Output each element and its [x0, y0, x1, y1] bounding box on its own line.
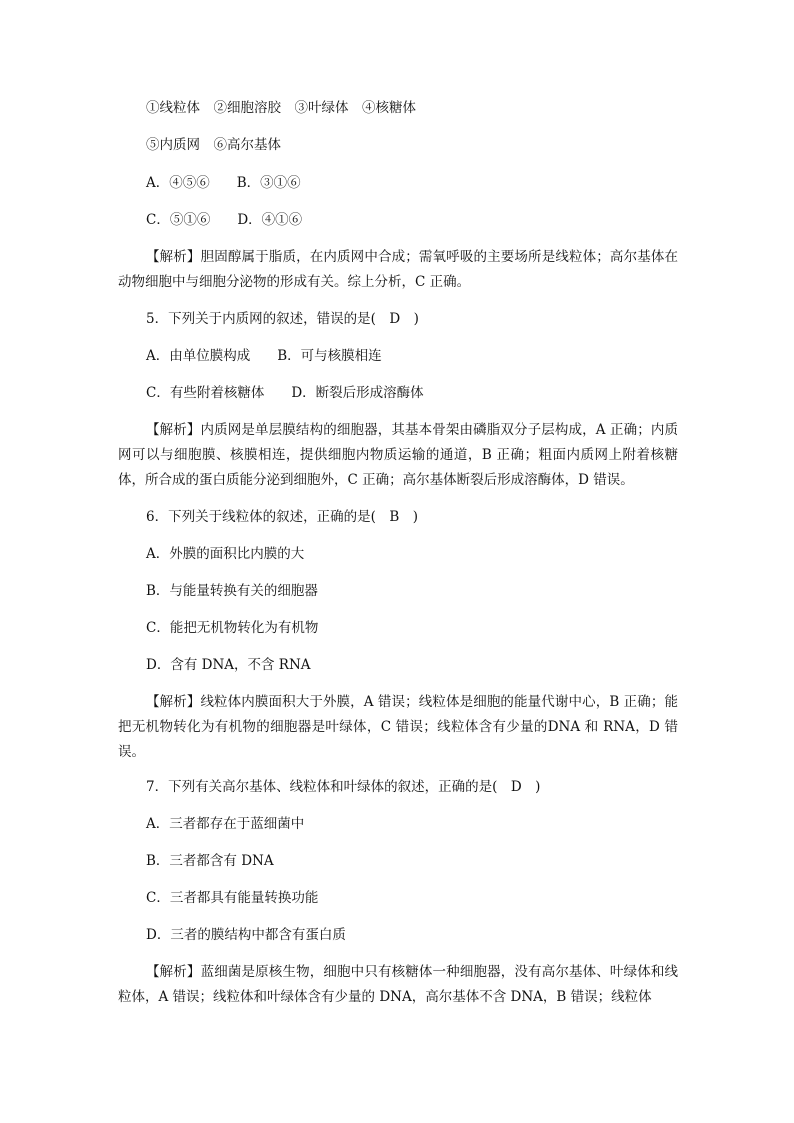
q6-stem: 6．下列关于线粒体的叙述，正确的是( B ): [146, 509, 419, 525]
q5-choices-ab: A．由单位膜构成 B．可与核膜相连: [146, 348, 382, 364]
q6-analysis: 【解析】线粒体内膜面积大于外膜，A 错误；线粒体是细胞的能量代谢中心，B 正确；能把无机物转化为有机物的细胞器是叶绿体，C 错误；线粒体含有少量的DNA 和 RNA，D 错误。: [118, 694, 678, 760]
q4-choices-cd: C．⑤①⑥ D．④①⑥: [146, 212, 303, 228]
q7-stem: 7．下列有关高尔基体、线粒体和叶绿体的叙述，正确的是( D ): [146, 779, 541, 795]
q6-option-a: A．外膜的面积比内膜的大: [146, 546, 305, 562]
q7-option-b: B．三者都含有 DNA: [146, 853, 274, 869]
q4-options-line-2: ⑤内质网 ⑥高尔基体: [146, 137, 281, 153]
q7-analysis: 【解析】蓝细菌是原核生物，细胞中只有核糖体一种细胞器，没有高尔基体、叶绿体和线粒体，A 错误；线粒体和叶绿体含有少量的 DNA，高尔基体不含 DNA，B 错误；线粒体: [118, 964, 678, 1005]
q4-choices-ab: A．④⑤⑥ B．③①⑥: [146, 175, 301, 191]
q5-analysis: 【解析】内质网是单层膜结构的细胞器，其基本骨架由磷脂双分子层构成，A 正确；内质网可以与细胞膜、核膜相连，提供细胞内物质运输的通道，B 正确；粗面内质网上附着核糖体，所合成的蛋白质能分泌到细胞外，C 正确；高尔基体断裂后形成溶酶体，D 错误。: [118, 422, 678, 488]
q7-option-d: D．三者的膜结构中都含有蛋白质: [146, 927, 346, 943]
q7-option-c: C．三者都具有能量转换功能: [146, 890, 319, 906]
q6-option-c: C．能把无机物转化为有机物: [146, 620, 319, 636]
q6-option-d: D．含有 DNA，不含 RNA: [146, 657, 311, 673]
q4-options-line-1: ①线粒体 ②细胞溶胶 ③叶绿体 ④核糖体: [146, 100, 416, 116]
q4-analysis: 【解析】胆固醇属于脂质，在内质网中合成；需氧呼吸的主要场所是线粒体；高尔基体在动物细胞中与细胞分泌物的形成有关。综上分析，C 正确。: [118, 249, 678, 290]
q5-stem: 5．下列关于内质网的叙述，错误的是( D ): [146, 311, 419, 327]
q5-choices-cd: C．有些附着核糖体 D．断裂后形成溶酶体: [146, 385, 424, 401]
q6-option-b: B．与能量转换有关的细胞器: [146, 583, 318, 599]
q7-option-a: A．三者都存在于蓝细菌中: [146, 816, 305, 832]
